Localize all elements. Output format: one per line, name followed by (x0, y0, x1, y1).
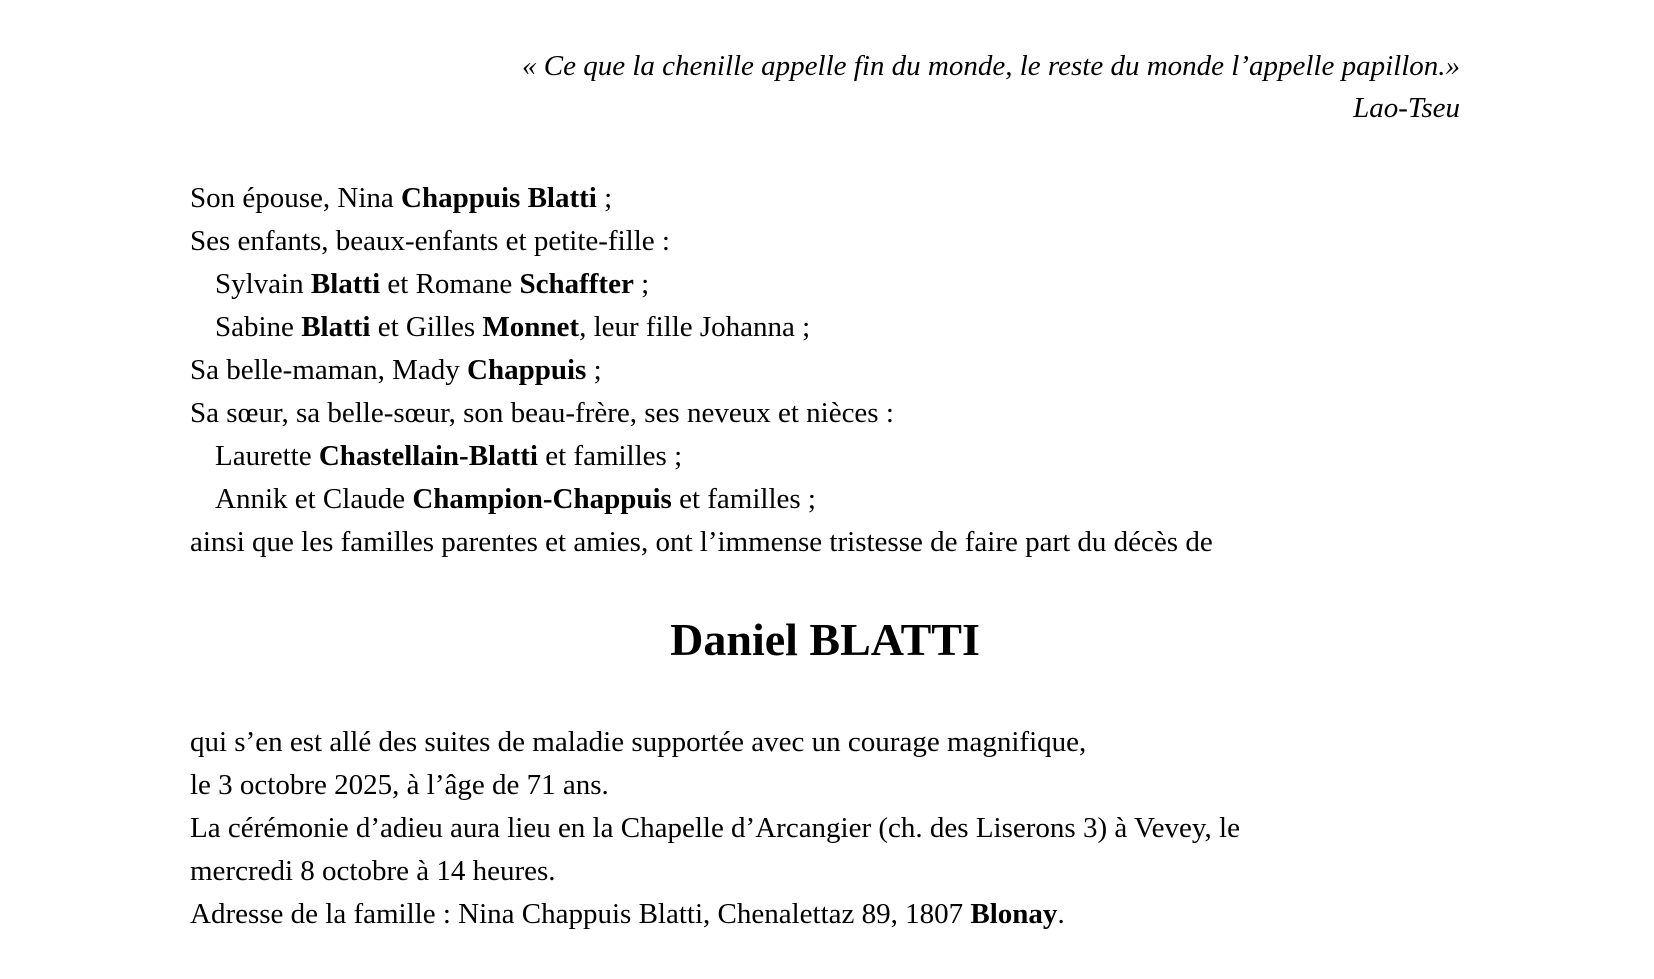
text-segment: Adresse de la famille : Nina Chappuis Blatti, Chenalettaz 89, 1807 (190, 898, 971, 930)
text-segment: le 3 octobre 2025, à l’âge de 71 ans. (190, 769, 609, 801)
emphasized-name: Blatti (301, 311, 371, 343)
text-segment: et familles ; (537, 440, 683, 472)
text-segment: et familles ; (671, 483, 816, 515)
text-segment: Laurette (215, 440, 319, 472)
text-line (190, 478, 1460, 521)
text-line (190, 263, 1460, 306)
text-line (190, 177, 1460, 220)
text-segment: mercredi 8 octobre à 14 heures. (190, 855, 556, 887)
epigraph-quote: « Ce que la chenille appelle fin du monde, le reste du monde l’appelle papillon.» (522, 50, 1460, 82)
text-segment: ; (633, 268, 650, 300)
text-segment: La cérémonie d’adieu aura lieu en la Chapelle d’Arcangier (ch. des Liserons 3) à Vevey, le (190, 812, 1240, 844)
text-segment: ainsi que les familles parentes et amies, ont l’immense tristesse de faire part du décès de (190, 526, 1213, 558)
text-segment: , leur fille Johanna ; (579, 311, 811, 343)
text-segment: Sa belle-maman, Mady (190, 354, 468, 386)
text-line (190, 721, 1460, 764)
family-list (190, 177, 1460, 564)
text-segment: qui s’en est allé des suites de maladie supportée avec un courage magnifique, (190, 726, 1087, 758)
text-line (190, 764, 1460, 807)
emphasized-name: Champion-Chappuis (412, 483, 672, 515)
text-line (190, 306, 1460, 349)
text-segment: Son épouse, Nina (190, 182, 402, 214)
emphasized-name: Chappuis Blatti (401, 182, 597, 214)
text-line (190, 349, 1460, 392)
emphasized-name: Monnet (482, 311, 580, 343)
emphasized-name: Blonay (970, 898, 1058, 930)
text-segment: Sa sœur, sa belle-sœur, son beau-frère, ses neveux et nièces : (190, 397, 894, 429)
text-segment: et Gilles (370, 311, 483, 343)
text-line (190, 807, 1460, 850)
text-segment: Annik et Claude (215, 483, 413, 515)
text-segment: Sabine (215, 311, 302, 343)
text-line (190, 521, 1460, 564)
text-segment: ; (596, 182, 613, 214)
text-line (190, 850, 1460, 893)
emphasized-name: Blatti (310, 268, 381, 300)
emphasized-name: Schaffter (519, 268, 634, 300)
text-segment: Ses enfants, beaux-enfants et petite-fille : (190, 225, 670, 257)
text-segment: Sylvain (215, 268, 311, 300)
text-line (190, 435, 1460, 478)
epigraph-attribution: Lao-Tseu (1353, 92, 1460, 124)
text-line (190, 220, 1460, 263)
text-segment: ; (586, 354, 602, 386)
text-segment: et Romane (380, 268, 520, 300)
epigraph (190, 0, 1460, 129)
text-segment: . (1057, 898, 1065, 930)
funeral-details (190, 721, 1460, 936)
text-line (190, 392, 1460, 435)
deceased-name: Daniel BLATTI (670, 614, 980, 665)
emphasized-name: Chappuis (467, 354, 587, 386)
text-line (190, 893, 1460, 936)
emphasized-name: Chastellain-Blatti (318, 440, 538, 472)
